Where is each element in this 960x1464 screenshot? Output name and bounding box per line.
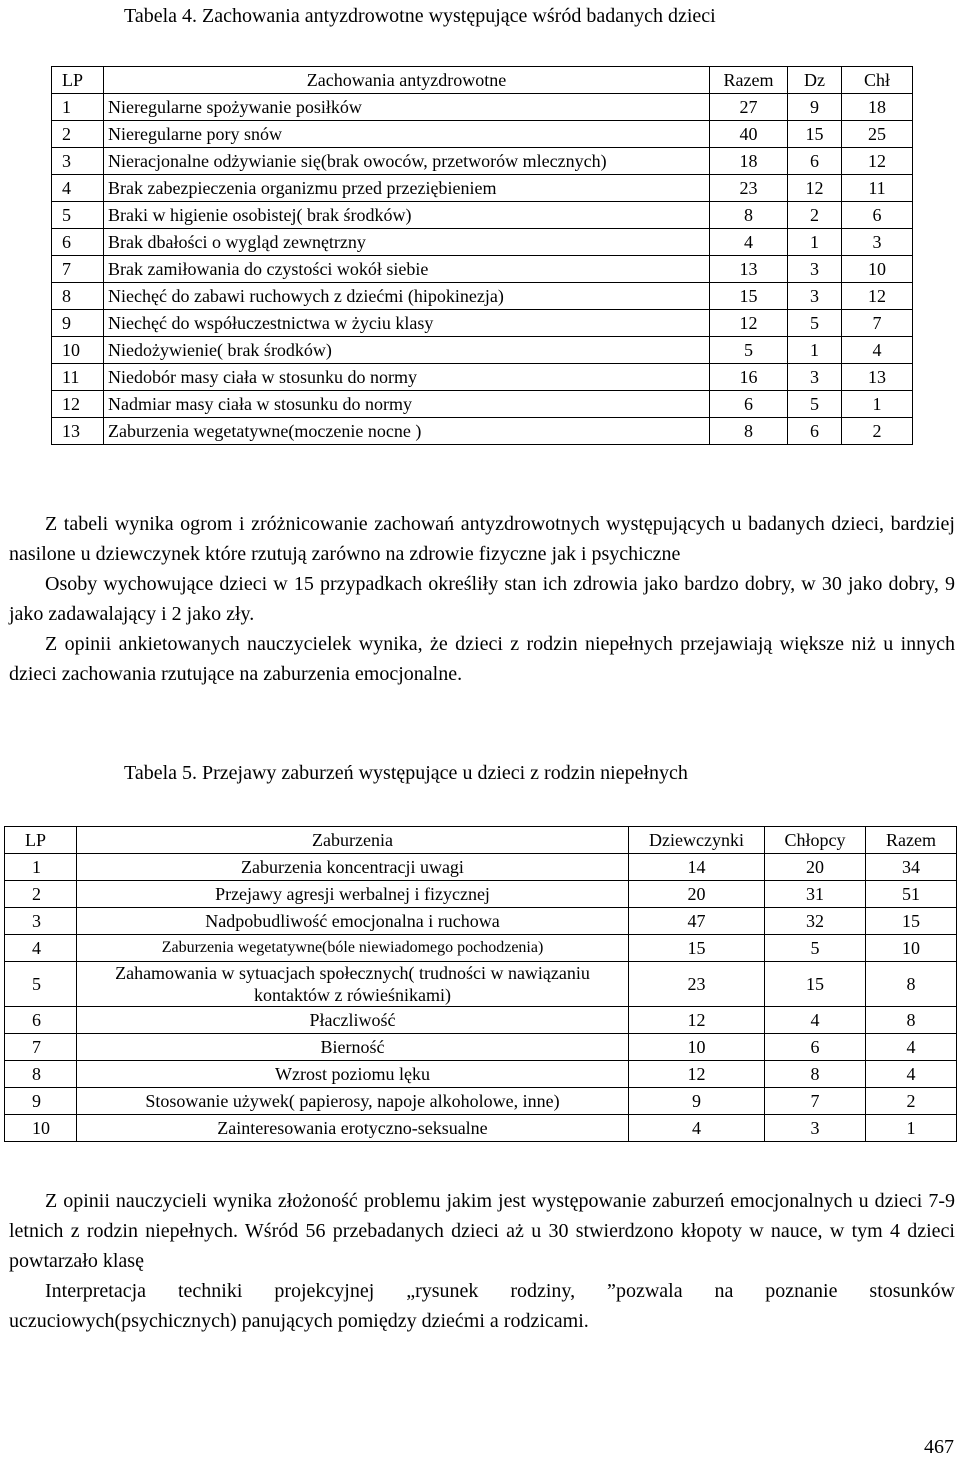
table-header-cell: Dz [788, 67, 842, 94]
paragraph: Z tabeli wynika ogrom i zróżnicowanie zachowań antyzdrowotnych występujących u badanych dzieci, bardziej nasilone u dziewczynek które rzutują zarówno na zdrowie fizyczne jak i psychiczne [9, 513, 955, 565]
table-header-cell: Zaburzenia [77, 827, 629, 854]
table-cell: 18 [842, 94, 913, 121]
table-cell: 8 [765, 1061, 866, 1088]
table-cell: 1 [788, 229, 842, 256]
table-cell: 6 [788, 148, 842, 175]
table-cell: 11 [842, 175, 913, 202]
table-cell: Przejawy agresji werbalnej i fizycznej [77, 881, 629, 908]
table-cell: 12 [842, 283, 913, 310]
table-row [52, 310, 913, 337]
table-cell: 6 [765, 1034, 866, 1061]
table-cell: 3 [52, 148, 104, 175]
table-cell: Nadpobudliwość emocjonalna i ruchowa [77, 908, 629, 935]
table-cell: 15 [710, 283, 788, 310]
table-cell: 8 [866, 1007, 957, 1034]
table-header-row [52, 67, 913, 94]
table-cell: 3 [842, 229, 913, 256]
table-cell: 34 [866, 854, 957, 881]
table-cell: Wzrost poziomu lęku [77, 1061, 629, 1088]
table-cell: 47 [629, 908, 765, 935]
table-cell: 4 [629, 1115, 765, 1142]
table-cell: 8 [866, 962, 957, 1007]
paragraph: Z opinii nauczycieli wynika złożoność problemu jakim jest występowanie zaburzeń emocjonalnych u dzieci 7-9 letnich z rodzin niepełnych. Wśród 56 przebadanych dzieci aż u 30 stwierdzono kłopoty w nauce, w tym 4 dzieci powtarzało klasę [9, 1190, 955, 1272]
table-cell: 16 [710, 364, 788, 391]
table-cell: 4 [52, 175, 104, 202]
table-cell: 1 [866, 1115, 957, 1142]
table-row [5, 1061, 957, 1088]
paragraph: Osoby wychowujące dzieci w 15 przypadkach określiły stan ich zdrowia jako bardzo dobry, w 30 jako dobry, 9 jako zadawalający i 2 jako zły. [9, 573, 955, 625]
table-cell: 12 [52, 391, 104, 418]
table-cell: 40 [710, 121, 788, 148]
table-row [52, 94, 913, 121]
table-cell: 4 [765, 1007, 866, 1034]
table-cell: 3 [788, 364, 842, 391]
table-cell: 25 [842, 121, 913, 148]
table-row [5, 854, 957, 881]
table-cell: Nieregularne spożywanie posiłków [104, 94, 710, 121]
table-cell: 2 [788, 202, 842, 229]
paragraph: Z opinii ankietowanych nauczycielek wynika, że dzieci z rodzin niepełnych przejawiają większe niż u innych dzieci zachowania rzutujące na zaburzenia emocjonalne. [9, 633, 955, 685]
table-cell: 8 [5, 1061, 77, 1088]
table-row [5, 1007, 957, 1034]
table-cell: 15 [629, 935, 765, 962]
table-cell: 9 [5, 1088, 77, 1115]
table-cell: 32 [765, 908, 866, 935]
table-cell: 20 [765, 854, 866, 881]
table-cell: 4 [5, 935, 77, 962]
table-row [52, 418, 913, 445]
table-cell: Zaburzenia wegetatywne(bóle niewiadomego pochodzenia) [77, 935, 629, 962]
table-cell: Zaburzenia wegetatywne(moczenie nocne ) [104, 418, 710, 445]
table-cell: Brak dbałości o wygląd zewnętrzny [104, 229, 710, 256]
table-cell: 10 [866, 935, 957, 962]
table-cell: 20 [629, 881, 765, 908]
table-cell: 7 [842, 310, 913, 337]
table-cell: 3 [788, 256, 842, 283]
table-cell: 7 [52, 256, 104, 283]
text-block-1 [9, 509, 955, 689]
table-cell: Stosowanie używek( papierosy, napoje alkoholowe, inne) [77, 1088, 629, 1115]
table4-caption: Tabela 4. Zachowania antyzdrowotne występujące wśród badanych dzieci [124, 5, 716, 27]
table-cell: 11 [52, 364, 104, 391]
table-header-cell: Razem [866, 827, 957, 854]
table-cell: 12 [629, 1061, 765, 1088]
table-cell: 1 [52, 94, 104, 121]
table-cell: 5 [52, 202, 104, 229]
table-cell: 5 [788, 310, 842, 337]
table-cell: 13 [842, 364, 913, 391]
table-cell: 27 [710, 94, 788, 121]
table-row [52, 175, 913, 202]
table-header-cell: Razem [710, 67, 788, 94]
table-cell: 4 [842, 337, 913, 364]
table-cell: 5 [5, 962, 77, 1007]
table-cell: 1 [788, 337, 842, 364]
table-cell: 13 [52, 418, 104, 445]
table-cell: Niedobór masy ciała w stosunku do normy [104, 364, 710, 391]
table-cell: 8 [710, 202, 788, 229]
table-cell: 5 [765, 935, 866, 962]
table-row [5, 962, 957, 1007]
table-row [5, 908, 957, 935]
table-cell: 6 [710, 391, 788, 418]
table-cell: 18 [710, 148, 788, 175]
table-cell: 4 [866, 1034, 957, 1061]
table-cell: 2 [842, 418, 913, 445]
table-cell: 23 [629, 962, 765, 1007]
page-number: 467 [924, 1436, 954, 1458]
table-header-cell: Zachowania antyzdrowotne [104, 67, 710, 94]
table-cell: 1 [842, 391, 913, 418]
table-cell: 15 [788, 121, 842, 148]
table-cell: Bierność [77, 1034, 629, 1061]
table-row [52, 364, 913, 391]
table-cell: 3 [788, 283, 842, 310]
table-cell: Nieracjonalne odżywianie się(brak owoców, przetworów mlecznych) [104, 148, 710, 175]
table-row [5, 881, 957, 908]
table-header-cell: LP [52, 67, 104, 94]
table-cell: 23 [710, 175, 788, 202]
table-cell: 6 [788, 418, 842, 445]
table-row [5, 1115, 957, 1142]
table-row [52, 391, 913, 418]
table-cell: Płaczliwość [77, 1007, 629, 1034]
table-cell: Zaburzenia koncentracji uwagi [77, 854, 629, 881]
text-block-2 [9, 1186, 955, 1336]
table-cell: 1 [5, 854, 77, 881]
table-row [52, 283, 913, 310]
table-cell: 2 [866, 1088, 957, 1115]
table-cell: 3 [5, 908, 77, 935]
table-cell: 8 [710, 418, 788, 445]
table-cell: 9 [52, 310, 104, 337]
table-cell: Zahamowania w sytuacjach społecznych( trudności w nawiązaniu kontaktów z rówieśnikami) [77, 962, 629, 1007]
table-cell: 6 [5, 1007, 77, 1034]
table-cell: Nieregularne pory snów [104, 121, 710, 148]
table-cell: 8 [52, 283, 104, 310]
table-cell: 5 [788, 391, 842, 418]
table-row [52, 229, 913, 256]
paragraph: Interpretacja techniki projekcyjnej „rysunek rodziny, ”pozwala na poznanie stosunków uczuciowych(psychicznych) panujących pomiędzy dziećmi a rodzicami. [9, 1280, 955, 1332]
table-cell: 51 [866, 881, 957, 908]
table-cell: 7 [765, 1088, 866, 1115]
table-header-cell: Chłopcy [765, 827, 866, 854]
table-cell: 9 [629, 1088, 765, 1115]
table-cell: 2 [52, 121, 104, 148]
table-cell: Niechęć do współuczestnictwa w życiu klasy [104, 310, 710, 337]
table-cell: Niedożywienie( brak środków) [104, 337, 710, 364]
table-cell: 13 [710, 256, 788, 283]
table-cell: 7 [5, 1034, 77, 1061]
table-cell: 12 [629, 1007, 765, 1034]
table-cell: Brak zabezpieczenia organizmu przed przeziębieniem [104, 175, 710, 202]
table-cell: 9 [788, 94, 842, 121]
table-cell: 5 [710, 337, 788, 364]
table-cell: 10 [842, 256, 913, 283]
table-cell: 4 [710, 229, 788, 256]
table-row [52, 256, 913, 283]
table-row [52, 337, 913, 364]
table-header-cell: LP [5, 827, 77, 854]
table-cell: 15 [765, 962, 866, 1007]
table-row [5, 1088, 957, 1115]
table-row [52, 148, 913, 175]
table-cell: 12 [788, 175, 842, 202]
table-cell: 4 [866, 1061, 957, 1088]
table-cell: 6 [842, 202, 913, 229]
table-cell: 2 [5, 881, 77, 908]
table-cell: 12 [710, 310, 788, 337]
table-cell: 10 [52, 337, 104, 364]
table5 [4, 826, 957, 1142]
table-cell: Niechęć do zabawi ruchowych z dziećmi (hipokinezja) [104, 283, 710, 310]
table-header-cell: Dziewczynki [629, 827, 765, 854]
table-cell: 31 [765, 881, 866, 908]
table-row [52, 121, 913, 148]
table-cell: 14 [629, 854, 765, 881]
table-row [52, 202, 913, 229]
table-cell: 12 [842, 148, 913, 175]
table-cell: Braki w higienie osobistej( brak środków) [104, 202, 710, 229]
table5-caption: Tabela 5. Przejawy zaburzeń występujące u dzieci z rodzin niepełnych [124, 762, 688, 784]
table-cell: Brak zamiłowania do czystości wokół siebie [104, 256, 710, 283]
table-cell: 15 [866, 908, 957, 935]
table-row [5, 1034, 957, 1061]
table-cell: 3 [765, 1115, 866, 1142]
table-cell: 6 [52, 229, 104, 256]
table4 [51, 66, 913, 445]
table-cell: Nadmiar masy ciała w stosunku do normy [104, 391, 710, 418]
table-cell: 10 [629, 1034, 765, 1061]
table-row [5, 935, 957, 962]
table-cell: 10 [5, 1115, 77, 1142]
table-header-row [5, 827, 957, 854]
table-header-cell: Chł [842, 67, 913, 94]
table-cell: Zainteresowania erotyczno-seksualne [77, 1115, 629, 1142]
